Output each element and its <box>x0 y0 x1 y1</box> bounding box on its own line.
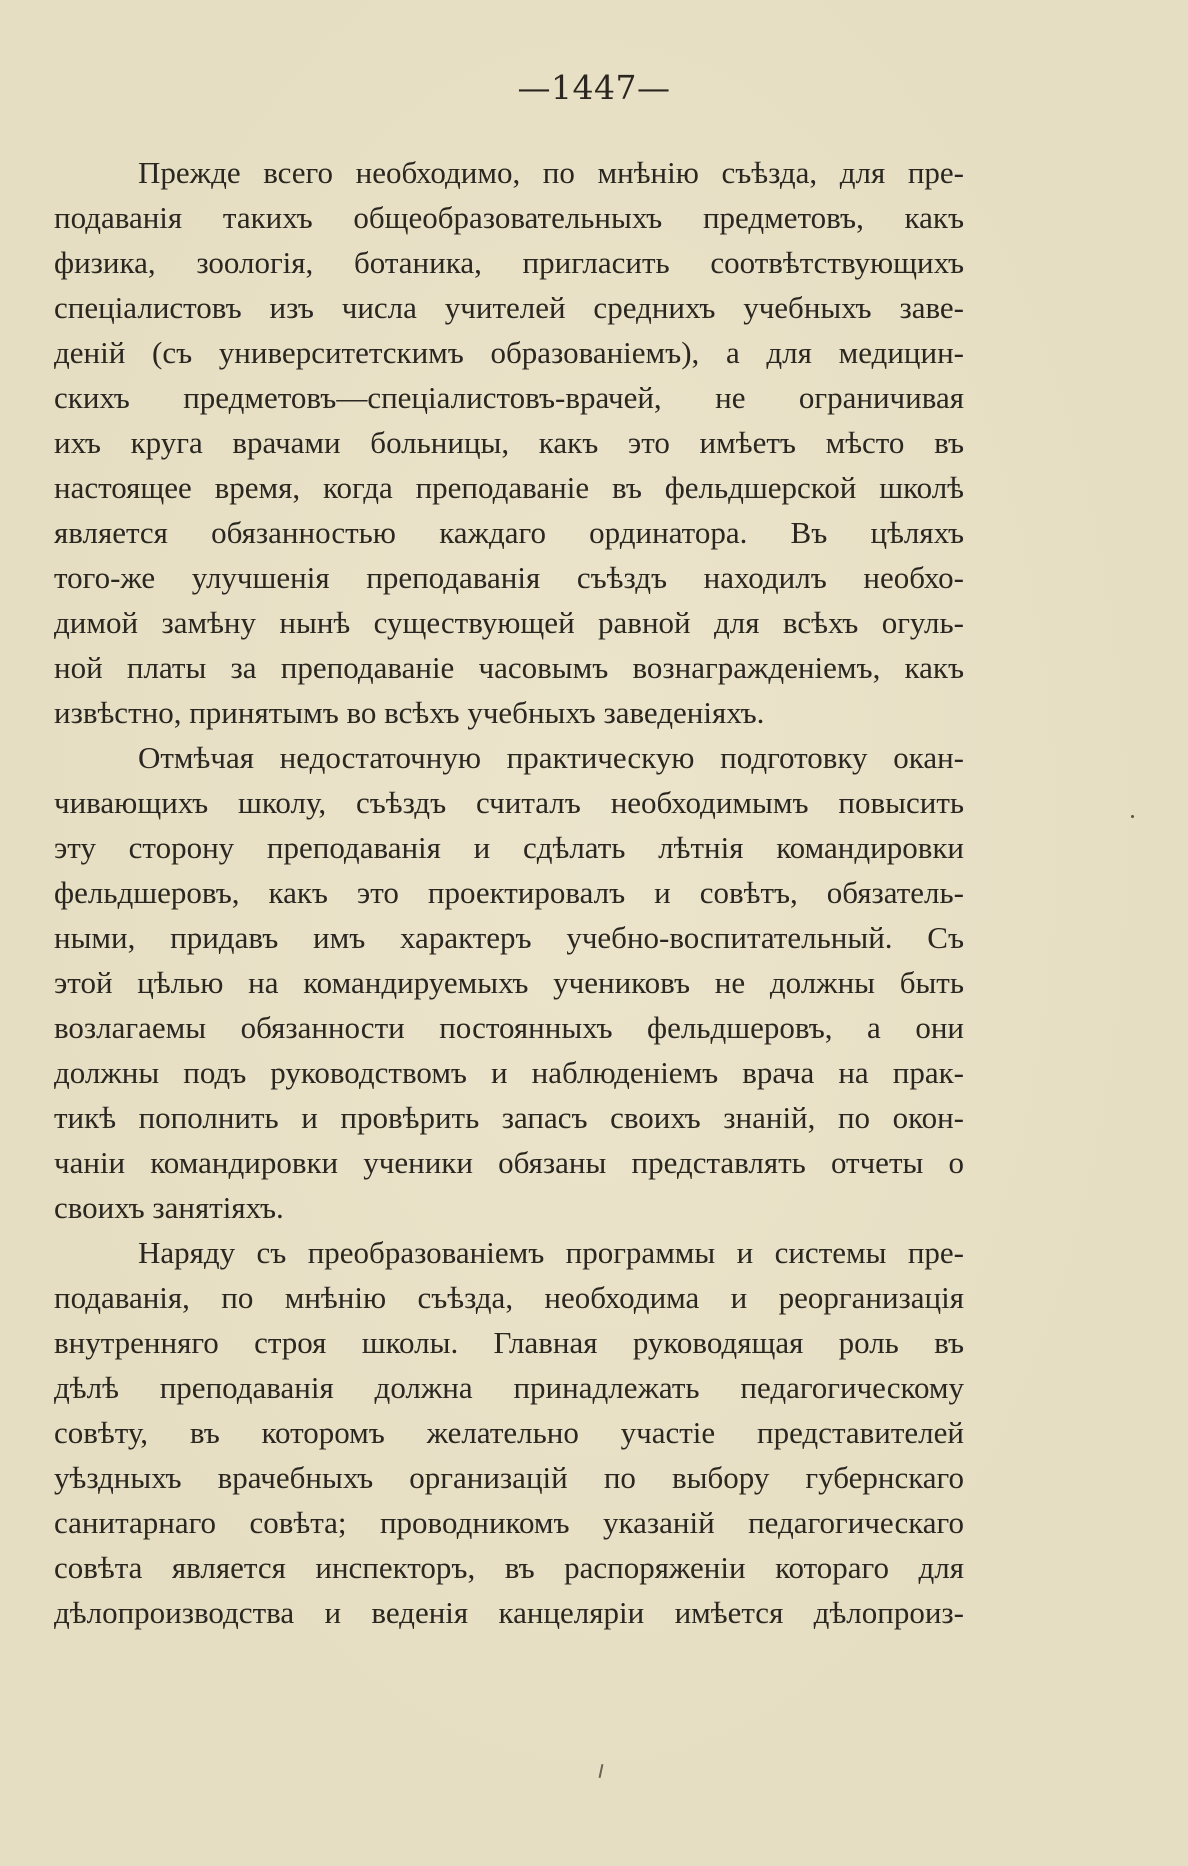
text-line: подаванія такихъ общеобразовательныхъ предметовъ, какъ <box>54 200 964 235</box>
paper-speck <box>1131 815 1134 818</box>
text-line: скихъ предметовъ—спеціалистовъ-врачей, не ограничивая <box>54 380 964 415</box>
text-line: чивающихъ школу, съѣздъ считалъ необходимымъ повысить <box>54 785 964 820</box>
text-line: дѣлопроизводства и веденія канцеляріи имѣется дѣлопроиз- <box>54 1595 964 1630</box>
text-line: является обязанностью каждаго ординатора. Въ цѣляхъ <box>54 515 964 550</box>
text-line: ихъ круга врачами больницы, какъ это имѣетъ мѣсто въ <box>54 425 964 460</box>
body-text <box>54 150 964 1635</box>
text-line: фельдшеровъ, какъ это проектировалъ и совѣтъ, обязатель- <box>54 875 964 910</box>
text-line: Наряду съ преобразованіемъ программы и системы пре- <box>138 1235 964 1270</box>
text-line: совѣту, въ которомъ желательно участіе представителей <box>54 1415 964 1450</box>
text-line: своихъ занятіяхъ. <box>54 1190 284 1225</box>
text-line: Отмѣчая недостаточную практическую подготовку окан- <box>138 740 964 775</box>
text-line: подаванія, по мнѣнію съѣзда, необходима и реорганизація <box>54 1280 964 1315</box>
text-line: чаніи командировки ученики обязаны представлять отчеты о <box>54 1145 964 1180</box>
text-line: уѣздныхъ врачебныхъ организацій по выбору губернскаго <box>54 1460 964 1495</box>
text-line: внутренняго строя школы. Главная руководящая роль въ <box>54 1325 964 1360</box>
text-line: совѣта является инспекторъ, въ распоряженіи котораго для <box>54 1550 964 1585</box>
text-line: должны подъ руководствомъ и наблюденіемъ врача на прак- <box>54 1055 964 1090</box>
text-line: дѣлѣ преподаванія должна принадлежать педагогическому <box>54 1370 964 1405</box>
text-line: физика, зоологія, ботаника, пригласить соотвѣтствующихъ <box>54 245 964 280</box>
text-line: того-же улучшенія преподаванія съѣздъ находилъ необхо- <box>54 560 964 595</box>
paper-mark <box>599 1764 604 1778</box>
text-line: извѣстно, принятымъ во всѣхъ учебныхъ заведеніяхъ. <box>54 695 765 730</box>
text-line: эту сторону преподаванія и сдѣлать лѣтнія командировки <box>54 830 964 865</box>
text-line: ными, придавъ имъ характеръ учебно-воспитательный. Съ <box>54 920 964 955</box>
text-line: спеціалистовъ изъ числа учителей среднихъ учебныхъ заве- <box>54 290 964 325</box>
text-line: санитарнаго совѣта; проводникомъ указаній педагогическаго <box>54 1505 964 1540</box>
text-line: возлагаемы обязанности постоянныхъ фельдшеровъ, а они <box>54 1010 964 1045</box>
page-number: —1447— <box>517 68 671 107</box>
text-line: этой цѣлью на командируемыхъ учениковъ не должны быть <box>54 965 964 1000</box>
text-line: димой замѣну нынѣ существующей равной для всѣхъ огуль- <box>54 605 964 640</box>
text-line: тикѣ пополнить и провѣрить запасъ своихъ знаній, по окон- <box>54 1100 964 1135</box>
text-line: Прежде всего необходимо, по мнѣнію съѣзда, для пре- <box>138 155 964 190</box>
text-line: настоящее время, когда преподаваніе въ фельдшерской школѣ <box>54 470 964 505</box>
text-line: ной платы за преподаваніе часовымъ вознагражденіемъ, какъ <box>54 650 964 685</box>
text-line: деній (съ университетскимъ образованіемъ), а для медицин- <box>54 335 964 370</box>
